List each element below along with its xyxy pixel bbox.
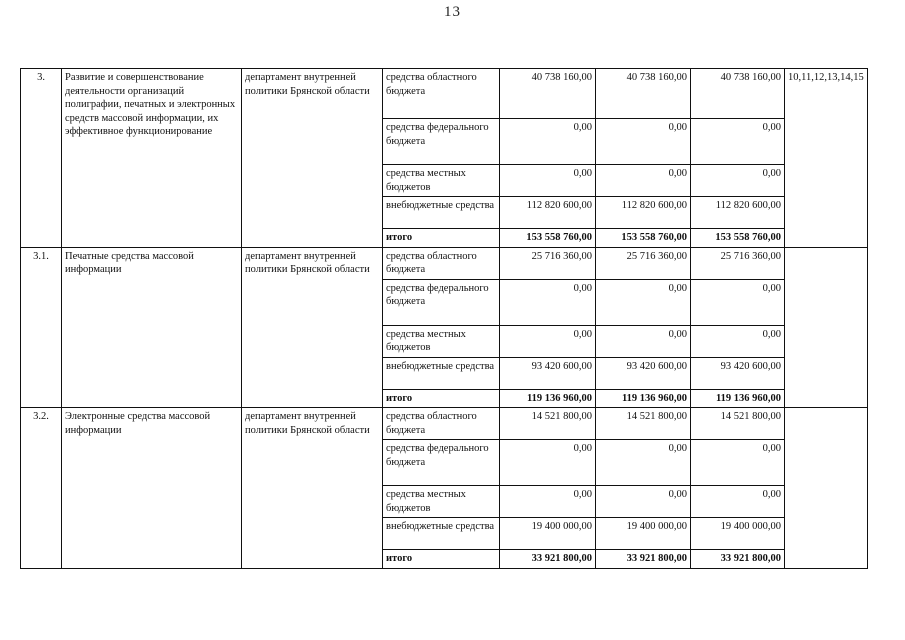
value-cell: 40 738 160,00 bbox=[691, 69, 785, 119]
indicator-numbers bbox=[785, 247, 868, 408]
value-cell: 0,00 bbox=[691, 440, 785, 486]
executor: департамент внутренней политики Брянской области bbox=[242, 408, 383, 569]
value-cell: 0,00 bbox=[691, 119, 785, 165]
value-cell: 112 820 600,00 bbox=[596, 197, 691, 229]
source-label: средства федерального бюджета bbox=[383, 279, 500, 325]
value-cell: 0,00 bbox=[691, 486, 785, 518]
source-label: средства местных бюджетов bbox=[383, 325, 500, 357]
value-cell: 25 716 360,00 bbox=[691, 247, 785, 279]
value-cell: 25 716 360,00 bbox=[500, 247, 596, 279]
indicator-numbers: 10,11,12,13,14,15 bbox=[785, 69, 868, 248]
source-label: внебюджетные средства bbox=[383, 197, 500, 229]
value-cell: 0,00 bbox=[500, 279, 596, 325]
value-cell: 112 820 600,00 bbox=[691, 197, 785, 229]
value-cell: 0,00 bbox=[691, 279, 785, 325]
table-row bbox=[21, 247, 868, 279]
total-value: 33 921 800,00 bbox=[596, 550, 691, 569]
value-cell: 0,00 bbox=[500, 325, 596, 357]
value-cell: 40 738 160,00 bbox=[596, 69, 691, 119]
value-cell: 19 400 000,00 bbox=[691, 518, 785, 550]
source-label: внебюджетные средства bbox=[383, 518, 500, 550]
executor: департамент внутренней политики Брянской области bbox=[242, 247, 383, 408]
value-cell: 0,00 bbox=[596, 325, 691, 357]
total-value: 119 136 960,00 bbox=[691, 389, 785, 408]
total-value: 153 558 760,00 bbox=[691, 229, 785, 248]
total-value: 119 136 960,00 bbox=[500, 389, 596, 408]
value-cell: 93 420 600,00 bbox=[500, 357, 596, 389]
source-label: средства местных бюджетов bbox=[383, 165, 500, 197]
value-cell: 0,00 bbox=[596, 440, 691, 486]
value-cell: 14 521 800,00 bbox=[596, 408, 691, 440]
total-value: 119 136 960,00 bbox=[596, 389, 691, 408]
indicator-numbers bbox=[785, 408, 868, 569]
program-name: Электронные средства массовой информации bbox=[62, 408, 242, 569]
source-label: внебюджетные средства bbox=[383, 357, 500, 389]
value-cell: 25 716 360,00 bbox=[596, 247, 691, 279]
value-cell: 0,00 bbox=[691, 165, 785, 197]
value-cell: 0,00 bbox=[596, 119, 691, 165]
value-cell: 0,00 bbox=[500, 119, 596, 165]
value-cell: 40 738 160,00 bbox=[500, 69, 596, 119]
total-label: итого bbox=[383, 550, 500, 569]
value-cell: 14 521 800,00 bbox=[500, 408, 596, 440]
total-value: 33 921 800,00 bbox=[691, 550, 785, 569]
row-number: 3. bbox=[21, 69, 62, 248]
value-cell: 19 400 000,00 bbox=[596, 518, 691, 550]
source-label: средства областного бюджета bbox=[383, 247, 500, 279]
executor: департамент внутренней политики Брянской области bbox=[242, 69, 383, 248]
table-row bbox=[21, 69, 868, 119]
source-label: средства местных бюджетов bbox=[383, 486, 500, 518]
value-cell: 0,00 bbox=[691, 325, 785, 357]
program-name: Развитие и совершенствование деятельности организаций полиграфии, печатных и электронных средств массовой информации, их эффективное функционирование bbox=[62, 69, 242, 248]
value-cell: 93 420 600,00 bbox=[691, 357, 785, 389]
value-cell: 112 820 600,00 bbox=[500, 197, 596, 229]
value-cell: 19 400 000,00 bbox=[500, 518, 596, 550]
value-cell: 0,00 bbox=[500, 486, 596, 518]
value-cell: 0,00 bbox=[596, 486, 691, 518]
value-cell: 14 521 800,00 bbox=[691, 408, 785, 440]
value-cell: 0,00 bbox=[596, 165, 691, 197]
total-value: 153 558 760,00 bbox=[500, 229, 596, 248]
value-cell: 0,00 bbox=[500, 165, 596, 197]
row-number: 3.2. bbox=[21, 408, 62, 569]
total-value: 153 558 760,00 bbox=[596, 229, 691, 248]
value-cell: 0,00 bbox=[500, 440, 596, 486]
source-label: средства федерального бюджета bbox=[383, 119, 500, 165]
source-label: средства областного бюджета bbox=[383, 69, 500, 119]
budget-table bbox=[20, 68, 868, 569]
value-cell: 0,00 bbox=[596, 279, 691, 325]
total-label: итого bbox=[383, 389, 500, 408]
source-label: средства федерального бюджета bbox=[383, 440, 500, 486]
table-row bbox=[21, 408, 868, 440]
source-label: средства областного бюджета bbox=[383, 408, 500, 440]
total-value: 33 921 800,00 bbox=[500, 550, 596, 569]
total-label: итого bbox=[383, 229, 500, 248]
page-number: 13 bbox=[444, 4, 461, 20]
value-cell: 93 420 600,00 bbox=[596, 357, 691, 389]
program-name: Печатные средства массовой информации bbox=[62, 247, 242, 408]
row-number: 3.1. bbox=[21, 247, 62, 408]
